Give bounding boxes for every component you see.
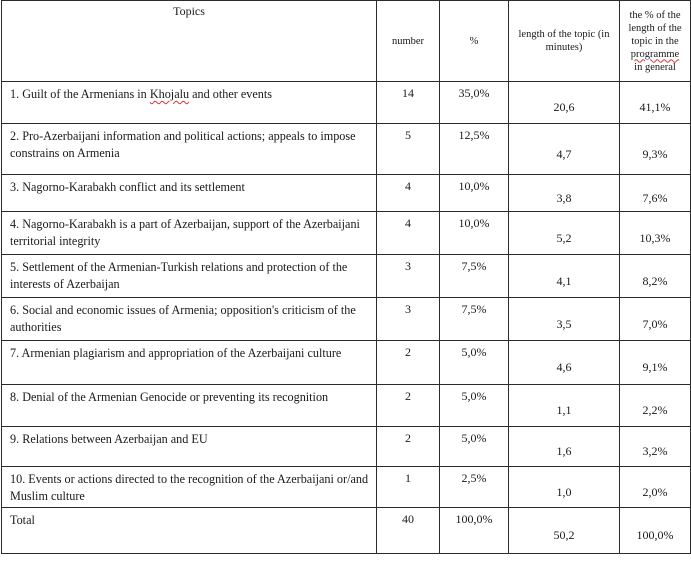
header-share-line1: the % of the length of the topic in the <box>628 9 682 47</box>
number-cell: 14 <box>377 82 440 124</box>
table-row <box>2 298 691 341</box>
topic-text: 3. Nagorno-Karabakh conflict and its settlement <box>10 180 245 194</box>
length-cell: 1,0 <box>509 467 620 508</box>
topic-text: 10. Events or actions directed to the recognition of the Azerbaijani or/and Muslim culture <box>10 472 369 503</box>
share-cell: 7,6% <box>620 175 691 212</box>
length-cell: 4,1 <box>509 255 620 298</box>
number-cell: 2 <box>377 427 440 467</box>
share-cell: 10,3% <box>620 212 691 255</box>
table-row <box>2 341 691 385</box>
length-cell: 20,6 <box>509 82 620 124</box>
total-length: 50,2 <box>509 508 620 554</box>
total-number: 40 <box>377 508 440 554</box>
percent-cell: 2,5% <box>440 467 509 508</box>
percent-cell: 35,0% <box>440 82 509 124</box>
header-row <box>2 1 691 82</box>
header-percent: % <box>440 1 509 82</box>
topic-cell <box>2 385 377 427</box>
percent-cell: 7,5% <box>440 255 509 298</box>
length-cell: 3,5 <box>509 298 620 341</box>
topic-text: 4. Nagorno-Karabakh is a part of Azerbaijan, support of the Azerbaijani territorial integrity <box>10 217 360 248</box>
share-cell: 9,1% <box>620 341 691 385</box>
topic-cell <box>2 82 377 124</box>
total-label: Total <box>2 508 377 554</box>
percent-cell: 10,0% <box>440 175 509 212</box>
number-cell: 1 <box>377 467 440 508</box>
percent-cell: 5,0% <box>440 385 509 427</box>
percent-cell: 10,0% <box>440 212 509 255</box>
header-length-text: length of the topic (in minutes) <box>518 29 610 53</box>
length-cell: 1,1 <box>509 385 620 427</box>
number-cell: 4 <box>377 212 440 255</box>
percent-cell: 5,0% <box>440 427 509 467</box>
number-cell: 2 <box>377 385 440 427</box>
topic-text: 6. Social and economic issues of Armenia; opposition's criticism of the authorities <box>10 303 356 334</box>
topic-cell <box>2 212 377 255</box>
share-cell: 8,2% <box>620 255 691 298</box>
length-cell: 3,8 <box>509 175 620 212</box>
topic-text-underlined: Khojalu <box>149 87 190 101</box>
table-row <box>2 212 691 255</box>
table-row <box>2 124 691 175</box>
number-cell: 4 <box>377 175 440 212</box>
percent-cell: 5,0% <box>440 341 509 385</box>
header-topics: Topics <box>2 1 377 82</box>
table-row <box>2 385 691 427</box>
share-cell: 7,0% <box>620 298 691 341</box>
topic-text: 8. Denial of the Armenian Genocide or preventing its recognition <box>10 390 329 404</box>
table-row <box>2 255 691 298</box>
number-cell: 3 <box>377 255 440 298</box>
length-cell: 1,6 <box>509 427 620 467</box>
share-cell: 2,0% <box>620 467 691 508</box>
total-share: 100,0% <box>620 508 691 554</box>
length-cell: 4,7 <box>509 124 620 175</box>
topic-text: 1. Guilt of the Armenians in <box>10 87 150 101</box>
share-cell: 9,3% <box>620 124 691 175</box>
table-row <box>2 467 691 508</box>
header-length <box>509 1 620 82</box>
total-percent: 100,0% <box>440 508 509 554</box>
percent-cell: 7,5% <box>440 298 509 341</box>
number-cell: 5 <box>377 124 440 175</box>
header-number: number <box>377 1 440 82</box>
topic-text-end: and other events <box>189 87 272 101</box>
topic-cell <box>2 341 377 385</box>
table-row <box>2 427 691 467</box>
length-cell: 4,6 <box>509 341 620 385</box>
total-row <box>2 508 691 554</box>
topic-text: 5. Settlement of the Armenian-Turkish relations and protection of the interests of Azerbaijan <box>10 260 348 291</box>
header-share-line3: in general <box>634 61 676 73</box>
number-cell: 2 <box>377 341 440 385</box>
percent-cell: 12,5% <box>440 124 509 175</box>
topic-cell <box>2 255 377 298</box>
share-cell: 2,2% <box>620 385 691 427</box>
topic-cell <box>2 427 377 467</box>
share-cell: 3,2% <box>620 427 691 467</box>
number-cell: 3 <box>377 298 440 341</box>
topic-text: 2. Pro-Azerbaijani information and political actions; appeals to impose constrains on Armenia <box>10 129 356 160</box>
topic-text: 9. Relations between Azerbaijan and EU <box>10 432 208 446</box>
topic-cell <box>2 298 377 341</box>
topics-table <box>1 0 691 554</box>
header-share <box>620 1 691 82</box>
topic-text: 7. Armenian plagiarism and appropriation of the Azerbaijani culture <box>10 346 342 360</box>
topic-cell <box>2 467 377 508</box>
table-row <box>2 175 691 212</box>
table-row <box>2 82 691 124</box>
topic-cell <box>2 124 377 175</box>
share-cell: 41,1% <box>620 82 691 124</box>
topic-cell <box>2 175 377 212</box>
length-cell: 5,2 <box>509 212 620 255</box>
header-share-line2: programme <box>630 48 680 60</box>
